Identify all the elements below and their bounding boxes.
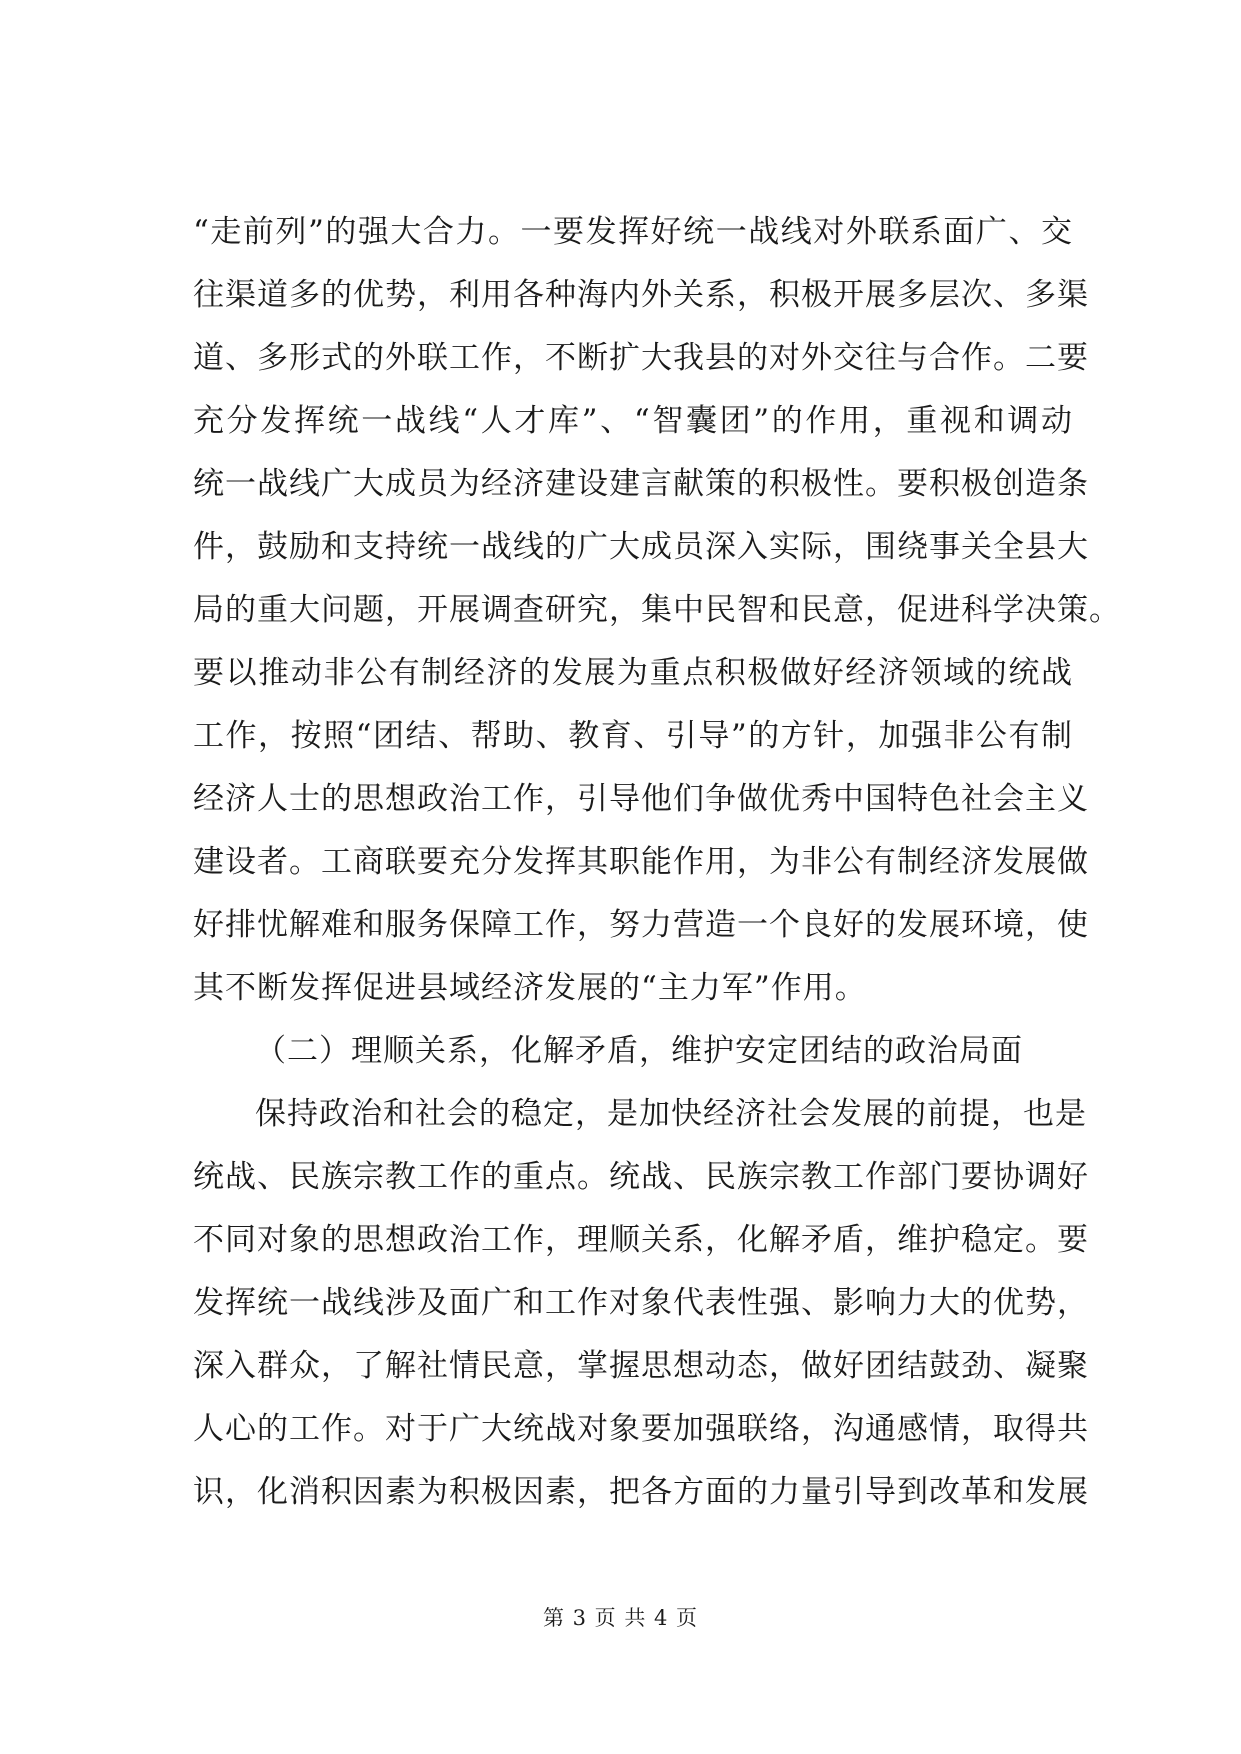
paragraph-end-line: 其不断发挥促进县域经济发展的“主力军”作用。 [193, 970, 867, 1006]
text-line: 件，鼓励和支持统一战线的广大成员深入实际，围绕事关全县大 [193, 529, 1089, 565]
text-line: 人心的工作。对于广大统战对象要加强联络，沟通感情，取得共 [193, 1411, 1089, 1447]
text-line: 工作，按照“团结、帮助、教育、引导”的方针，加强非公有制 [193, 718, 1073, 754]
text-line: 充分发挥统一战线“人才库”、“智囊团”的作用，重视和调动 [193, 403, 1073, 439]
body-text [193, 201, 1121, 1524]
text-line: 不同对象的思想政治工作，理顺关系，化解矛盾，维护稳定。要 [193, 1222, 1089, 1258]
text-line: 道、多形式的外联工作，不断扩大我县的对外交往与合作。二要 [193, 340, 1089, 376]
text-line: 建设者。工商联要充分发挥其职能作用，为非公有制经济发展做 [193, 844, 1089, 880]
text-line: 识，化消积因素为积极因素，把各方面的力量引导到改革和发展 [193, 1474, 1089, 1510]
text-line: 要以推动非公有制经济的发展为重点积极做好经济领域的统战 [193, 655, 1073, 691]
text-line: 统战、民族宗教工作的重点。统战、民族宗教工作部门要协调好 [193, 1159, 1089, 1195]
section-heading: （二）理顺关系，化解矛盾，维护安定团结的政治局面 [255, 1033, 1023, 1069]
text-line: 好排忧解难和服务保障工作，努力营造一个良好的发展环境，使 [193, 907, 1089, 943]
text-line: 深入群众，了解社情民意，掌握思想动态，做好团结鼓劲、凝聚 [193, 1348, 1089, 1384]
text-line: 发挥统一战线涉及面广和工作对象代表性强、影响力大的优势， [193, 1285, 1089, 1321]
paragraph-start-line: 保持政治和社会的稳定，是加快经济社会发展的前提，也是 [255, 1096, 1087, 1132]
text-line: “走前列”的强大合力。一要发挥好统一战线对外联系面广、交 [193, 214, 1073, 250]
text-line: 统一战线广大成员为经济建设建言献策的积极性。要积极创造条 [193, 466, 1089, 502]
text-line: 往渠道多的优势，利用各种海内外关系，积极开展多层次、多渠 [193, 277, 1089, 313]
text-line: 经济人士的思想政治工作，引导他们争做优秀中国特色社会主义 [193, 781, 1089, 817]
page-number-footer: 第 3 页 共 4 页 [542, 1606, 699, 1630]
text-line: 局的重大问题，开展调查研究，集中民智和民意，促进科学决策。 [193, 592, 1121, 628]
